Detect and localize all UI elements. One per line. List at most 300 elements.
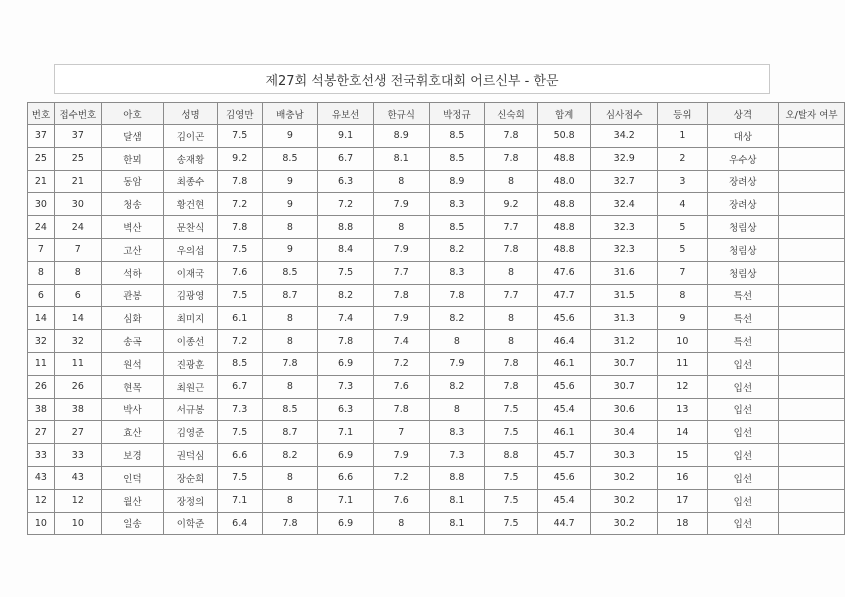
col-header-judge-4: 한규식 [373, 103, 429, 125]
cell-total: 50.8 [537, 125, 591, 148]
col-header-judge-1: 김영만 [217, 103, 262, 125]
cell-judge-1: 7.5 [217, 125, 262, 148]
cell-judge-3: 7.5 [318, 261, 374, 284]
cell-review-score: 30.7 [591, 352, 658, 375]
cell-judge-6: 7.5 [485, 512, 538, 535]
cell-judge-5: 8.1 [429, 512, 485, 535]
cell-judge-4: 7.6 [373, 375, 429, 398]
results-table [27, 102, 845, 535]
cell-judge-1: 7.8 [217, 216, 262, 239]
cell-pen-name: 인덕 [101, 466, 163, 489]
cell-award: 대상 [707, 125, 778, 148]
cell-typo-check [779, 284, 845, 307]
cell-total: 46.4 [537, 330, 591, 353]
cell-judge-5: 8.3 [429, 193, 485, 216]
cell-judge-2: 7.8 [262, 352, 318, 375]
cell-name: 최미지 [164, 307, 218, 330]
cell-pen-name: 심화 [101, 307, 163, 330]
cell-judge-4: 7.9 [373, 193, 429, 216]
cell-award: 청림상 [707, 238, 778, 261]
cell-typo-check [779, 216, 845, 239]
cell-judge-2: 8.5 [262, 261, 318, 284]
cell-rank: 5 [658, 238, 708, 261]
table-row [28, 489, 845, 512]
cell-total: 47.6 [537, 261, 591, 284]
cell-review-score: 34.2 [591, 125, 658, 148]
cell-judge-1: 7.8 [217, 170, 262, 193]
cell-rank: 12 [658, 375, 708, 398]
col-header-judge-3: 유보선 [318, 103, 374, 125]
cell-total: 45.6 [537, 307, 591, 330]
cell-pen-name: 월산 [101, 489, 163, 512]
cell-review-score: 32.9 [591, 147, 658, 170]
cell-judge-5: 8.2 [429, 238, 485, 261]
cell-typo-check [779, 352, 845, 375]
cell-entry-number: 38 [54, 398, 101, 421]
cell-judge-2: 8 [262, 489, 318, 512]
cell-award: 입선 [707, 512, 778, 535]
cell-judge-5: 8.2 [429, 307, 485, 330]
cell-judge-1: 8.5 [217, 352, 262, 375]
cell-name: 장정의 [164, 489, 218, 512]
cell-entry-number: 10 [54, 512, 101, 535]
table-row [28, 398, 845, 421]
cell-judge-6: 7.5 [485, 421, 538, 444]
cell-judge-4: 8 [373, 512, 429, 535]
cell-judge-1: 9.2 [217, 147, 262, 170]
cell-name: 이재국 [164, 261, 218, 284]
cell-judge-2: 9 [262, 193, 318, 216]
cell-judge-2: 8.2 [262, 444, 318, 467]
cell-judge-5: 8.2 [429, 375, 485, 398]
cell-judge-5: 8.3 [429, 261, 485, 284]
cell-review-score: 30.3 [591, 444, 658, 467]
cell-pen-name: 일송 [101, 512, 163, 535]
cell-number: 7 [28, 238, 55, 261]
cell-judge-5: 8.8 [429, 466, 485, 489]
cell-total: 45.4 [537, 489, 591, 512]
cell-rank: 8 [658, 284, 708, 307]
cell-pen-name: 관봉 [101, 284, 163, 307]
cell-judge-5: 8.5 [429, 147, 485, 170]
cell-number: 32 [28, 330, 55, 353]
cell-number: 43 [28, 466, 55, 489]
cell-number: 27 [28, 421, 55, 444]
table-row [28, 444, 845, 467]
cell-typo-check [779, 238, 845, 261]
cell-typo-check [779, 125, 845, 148]
cell-pen-name: 고산 [101, 238, 163, 261]
cell-number: 37 [28, 125, 55, 148]
col-header-judge-2: 배충남 [262, 103, 318, 125]
col-header-name: 성명 [164, 103, 218, 125]
cell-typo-check [779, 261, 845, 284]
cell-judge-3: 9.1 [318, 125, 374, 148]
cell-judge-6: 8 [485, 330, 538, 353]
cell-rank: 14 [658, 421, 708, 444]
document-title-text: 제27회 석봉한호선생 전국휘호대회 어르신부 - 한문 [265, 73, 559, 89]
cell-entry-number: 6 [54, 284, 101, 307]
cell-total: 48.8 [537, 147, 591, 170]
cell-typo-check [779, 466, 845, 489]
cell-name: 김광영 [164, 284, 218, 307]
cell-judge-1: 7.1 [217, 489, 262, 512]
cell-pen-name: 달샘 [101, 125, 163, 148]
cell-judge-6: 8 [485, 307, 538, 330]
cell-judge-6: 7.7 [485, 284, 538, 307]
cell-review-score: 31.5 [591, 284, 658, 307]
table-row [28, 375, 845, 398]
col-header-award: 상격 [707, 103, 778, 125]
cell-judge-5: 8.9 [429, 170, 485, 193]
cell-total: 48.0 [537, 170, 591, 193]
cell-entry-number: 30 [54, 193, 101, 216]
cell-judge-6: 7.7 [485, 216, 538, 239]
cell-number: 12 [28, 489, 55, 512]
cell-judge-3: 6.9 [318, 352, 374, 375]
cell-typo-check [779, 398, 845, 421]
col-header-pen-name: 아호 [101, 103, 163, 125]
cell-judge-1: 6.6 [217, 444, 262, 467]
cell-review-score: 32.3 [591, 216, 658, 239]
cell-number: 21 [28, 170, 55, 193]
cell-award: 입선 [707, 444, 778, 467]
cell-typo-check [779, 307, 845, 330]
table-row [28, 466, 845, 489]
cell-rank: 4 [658, 193, 708, 216]
cell-judge-4: 7.2 [373, 466, 429, 489]
cell-judge-4: 7.6 [373, 489, 429, 512]
cell-judge-1: 7.5 [217, 421, 262, 444]
cell-review-score: 32.4 [591, 193, 658, 216]
cell-typo-check [779, 421, 845, 444]
table-row [28, 307, 845, 330]
cell-review-score: 31.2 [591, 330, 658, 353]
col-header-typo-check: 오/탈자 여부 [779, 103, 845, 125]
cell-judge-3: 6.3 [318, 170, 374, 193]
cell-review-score: 30.2 [591, 512, 658, 535]
cell-judge-4: 8.9 [373, 125, 429, 148]
cell-name: 장순희 [164, 466, 218, 489]
cell-total: 48.8 [537, 193, 591, 216]
table-row [28, 512, 845, 535]
cell-name: 최원근 [164, 375, 218, 398]
cell-pen-name: 보경 [101, 444, 163, 467]
cell-judge-2: 8.5 [262, 398, 318, 421]
cell-total: 48.8 [537, 216, 591, 239]
cell-review-score: 30.2 [591, 489, 658, 512]
cell-judge-6: 7.8 [485, 147, 538, 170]
cell-judge-1: 7.5 [217, 238, 262, 261]
cell-name: 김이곤 [164, 125, 218, 148]
cell-typo-check [779, 444, 845, 467]
cell-entry-number: 33 [54, 444, 101, 467]
cell-judge-6: 7.5 [485, 466, 538, 489]
cell-judge-4: 8 [373, 216, 429, 239]
cell-name: 진광훈 [164, 352, 218, 375]
cell-judge-3: 8.2 [318, 284, 374, 307]
cell-award: 우수상 [707, 147, 778, 170]
cell-review-score: 32.3 [591, 238, 658, 261]
cell-judge-2: 8.7 [262, 284, 318, 307]
cell-judge-5: 7.8 [429, 284, 485, 307]
cell-typo-check [779, 170, 845, 193]
cell-judge-1: 7.2 [217, 193, 262, 216]
cell-name: 권덕심 [164, 444, 218, 467]
cell-entry-number: 37 [54, 125, 101, 148]
cell-award: 입선 [707, 421, 778, 444]
table-row [28, 238, 845, 261]
cell-award: 장려상 [707, 193, 778, 216]
cell-judge-4: 7.8 [373, 398, 429, 421]
cell-award: 입선 [707, 375, 778, 398]
col-header-rank: 등위 [658, 103, 708, 125]
cell-judge-4: 7.9 [373, 444, 429, 467]
table-row [28, 261, 845, 284]
cell-rank: 5 [658, 216, 708, 239]
cell-judge-2: 9 [262, 125, 318, 148]
cell-number: 11 [28, 352, 55, 375]
cell-judge-3: 6.9 [318, 444, 374, 467]
cell-judge-6: 7.8 [485, 375, 538, 398]
cell-award: 특선 [707, 330, 778, 353]
cell-entry-number: 12 [54, 489, 101, 512]
table-row [28, 421, 845, 444]
cell-total: 48.8 [537, 238, 591, 261]
cell-judge-4: 7.4 [373, 330, 429, 353]
col-header-total: 합계 [537, 103, 591, 125]
cell-award: 장려상 [707, 170, 778, 193]
cell-total: 47.7 [537, 284, 591, 307]
cell-judge-1: 6.7 [217, 375, 262, 398]
cell-rank: 9 [658, 307, 708, 330]
cell-total: 45.4 [537, 398, 591, 421]
cell-total: 44.7 [537, 512, 591, 535]
cell-entry-number: 8 [54, 261, 101, 284]
cell-judge-3: 6.3 [318, 398, 374, 421]
cell-judge-6: 7.8 [485, 125, 538, 148]
cell-pen-name: 박사 [101, 398, 163, 421]
cell-judge-2: 7.8 [262, 512, 318, 535]
cell-judge-1: 7.5 [217, 284, 262, 307]
cell-rank: 16 [658, 466, 708, 489]
table-row [28, 216, 845, 239]
cell-entry-number: 27 [54, 421, 101, 444]
cell-pen-name: 효산 [101, 421, 163, 444]
cell-name: 문찬식 [164, 216, 218, 239]
cell-entry-number: 11 [54, 352, 101, 375]
cell-judge-4: 8.1 [373, 147, 429, 170]
cell-judge-4: 7.9 [373, 307, 429, 330]
cell-review-score: 31.6 [591, 261, 658, 284]
cell-total: 46.1 [537, 352, 591, 375]
cell-name: 이학준 [164, 512, 218, 535]
cell-total: 46.1 [537, 421, 591, 444]
table-row [28, 193, 845, 216]
cell-judge-5: 7.3 [429, 444, 485, 467]
cell-judge-3: 6.6 [318, 466, 374, 489]
cell-total: 45.7 [537, 444, 591, 467]
cell-judge-5: 8.1 [429, 489, 485, 512]
cell-judge-3: 8.8 [318, 216, 374, 239]
table-row [28, 125, 845, 148]
cell-award: 입선 [707, 489, 778, 512]
cell-judge-2: 8.5 [262, 147, 318, 170]
table-row [28, 330, 845, 353]
cell-number: 6 [28, 284, 55, 307]
cell-number: 25 [28, 147, 55, 170]
cell-total: 45.6 [537, 375, 591, 398]
cell-judge-2: 9 [262, 170, 318, 193]
cell-pen-name: 현목 [101, 375, 163, 398]
table-row [28, 170, 845, 193]
cell-judge-3: 6.7 [318, 147, 374, 170]
cell-judge-6: 9.2 [485, 193, 538, 216]
cell-typo-check [779, 512, 845, 535]
cell-typo-check [779, 193, 845, 216]
cell-pen-name: 석하 [101, 261, 163, 284]
cell-typo-check [779, 489, 845, 512]
cell-award: 특선 [707, 307, 778, 330]
cell-judge-1: 7.5 [217, 466, 262, 489]
cell-rank: 10 [658, 330, 708, 353]
cell-judge-1: 7.6 [217, 261, 262, 284]
cell-entry-number: 26 [54, 375, 101, 398]
cell-judge-6: 8.8 [485, 444, 538, 467]
cell-judge-5: 8.5 [429, 125, 485, 148]
cell-name: 서규봉 [164, 398, 218, 421]
cell-judge-3: 7.1 [318, 421, 374, 444]
cell-number: 26 [28, 375, 55, 398]
table-header-row [28, 103, 845, 125]
cell-judge-3: 7.1 [318, 489, 374, 512]
cell-entry-number: 32 [54, 330, 101, 353]
cell-review-score: 30.7 [591, 375, 658, 398]
cell-rank: 11 [658, 352, 708, 375]
col-header-number: 번호 [28, 103, 55, 125]
cell-judge-5: 8 [429, 398, 485, 421]
cell-judge-4: 7.7 [373, 261, 429, 284]
cell-name: 이종선 [164, 330, 218, 353]
cell-award: 입선 [707, 466, 778, 489]
cell-entry-number: 24 [54, 216, 101, 239]
cell-name: 우의섭 [164, 238, 218, 261]
document-title [54, 64, 770, 94]
cell-judge-3: 7.8 [318, 330, 374, 353]
cell-judge-6: 7.5 [485, 398, 538, 421]
cell-entry-number: 21 [54, 170, 101, 193]
cell-rank: 2 [658, 147, 708, 170]
cell-entry-number: 14 [54, 307, 101, 330]
cell-judge-6: 8 [485, 170, 538, 193]
cell-pen-name: 청송 [101, 193, 163, 216]
cell-judge-3: 7.3 [318, 375, 374, 398]
cell-judge-5: 7.9 [429, 352, 485, 375]
cell-number: 33 [28, 444, 55, 467]
col-header-judge-5: 박정규 [429, 103, 485, 125]
cell-pen-name: 송곡 [101, 330, 163, 353]
cell-judge-1: 6.1 [217, 307, 262, 330]
cell-pen-name: 동암 [101, 170, 163, 193]
cell-judge-2: 8.7 [262, 421, 318, 444]
cell-judge-4: 7.8 [373, 284, 429, 307]
cell-entry-number: 43 [54, 466, 101, 489]
cell-judge-2: 8 [262, 330, 318, 353]
cell-judge-2: 8 [262, 216, 318, 239]
cell-name: 김영준 [164, 421, 218, 444]
cell-award: 입선 [707, 398, 778, 421]
cell-judge-4: 7.2 [373, 352, 429, 375]
cell-typo-check [779, 147, 845, 170]
cell-pen-name: 원석 [101, 352, 163, 375]
cell-judge-3: 7.4 [318, 307, 374, 330]
cell-name: 송재황 [164, 147, 218, 170]
cell-entry-number: 7 [54, 238, 101, 261]
cell-judge-2: 9 [262, 238, 318, 261]
table-body [28, 125, 845, 535]
cell-judge-1: 7.3 [217, 398, 262, 421]
cell-rank: 18 [658, 512, 708, 535]
cell-name: 최종수 [164, 170, 218, 193]
cell-typo-check [779, 330, 845, 353]
cell-rank: 3 [658, 170, 708, 193]
col-header-review-score: 심사점수 [591, 103, 658, 125]
cell-judge-3: 8.4 [318, 238, 374, 261]
table-row [28, 352, 845, 375]
cell-judge-2: 8 [262, 466, 318, 489]
cell-judge-1: 6.4 [217, 512, 262, 535]
cell-judge-6: 8 [485, 261, 538, 284]
cell-number: 30 [28, 193, 55, 216]
cell-rank: 1 [658, 125, 708, 148]
cell-award: 입선 [707, 352, 778, 375]
cell-review-score: 30.4 [591, 421, 658, 444]
cell-judge-5: 8.3 [429, 421, 485, 444]
cell-rank: 13 [658, 398, 708, 421]
cell-number: 10 [28, 512, 55, 535]
cell-entry-number: 25 [54, 147, 101, 170]
cell-award: 청림상 [707, 216, 778, 239]
cell-judge-4: 7.9 [373, 238, 429, 261]
cell-judge-1: 7.2 [217, 330, 262, 353]
table-row [28, 284, 845, 307]
cell-number: 14 [28, 307, 55, 330]
cell-review-score: 30.2 [591, 466, 658, 489]
cell-review-score: 31.3 [591, 307, 658, 330]
cell-rank: 7 [658, 261, 708, 284]
cell-judge-2: 8 [262, 375, 318, 398]
cell-typo-check [779, 375, 845, 398]
cell-number: 24 [28, 216, 55, 239]
cell-judge-2: 8 [262, 307, 318, 330]
table-row [28, 147, 845, 170]
cell-rank: 15 [658, 444, 708, 467]
cell-judge-6: 7.8 [485, 352, 538, 375]
cell-number: 8 [28, 261, 55, 284]
cell-review-score: 30.6 [591, 398, 658, 421]
cell-review-score: 32.7 [591, 170, 658, 193]
cell-judge-5: 8 [429, 330, 485, 353]
cell-award: 특선 [707, 284, 778, 307]
cell-judge-3: 7.2 [318, 193, 374, 216]
col-header-judge-6: 신숙희 [485, 103, 538, 125]
cell-pen-name: 한뫼 [101, 147, 163, 170]
cell-pen-name: 벽산 [101, 216, 163, 239]
col-header-entry-number: 접수번호 [54, 103, 101, 125]
cell-judge-4: 7 [373, 421, 429, 444]
cell-judge-6: 7.8 [485, 238, 538, 261]
cell-total: 45.6 [537, 466, 591, 489]
